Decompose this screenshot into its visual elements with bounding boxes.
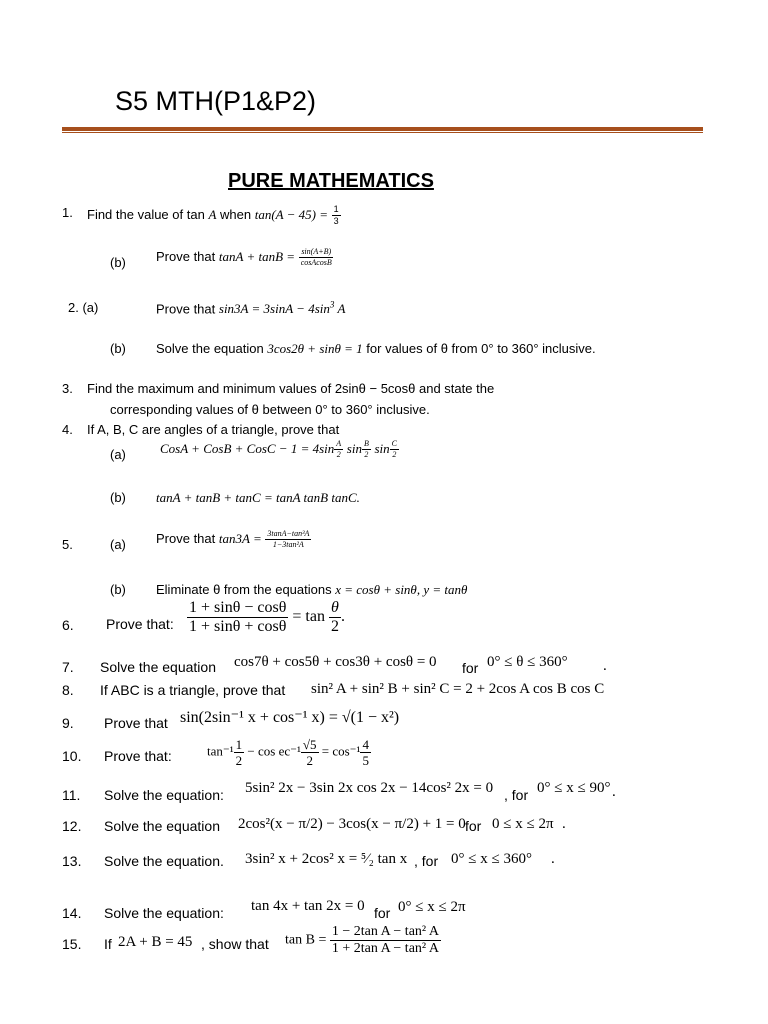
q12-expr: 2cos²(x − π/2) − 3cos(x − π/2) + 1 = 0 [238, 816, 466, 832]
q4b-label: (b) [110, 490, 126, 505]
q13-expr: 3sin² x + 2cos² x = ⁵⁄₂ tan x [245, 851, 408, 867]
q2a-expr: $\sin 3A = 3\sin A - 4\sin^3$ A [218, 300, 346, 317]
q1b-label: (b) [110, 255, 126, 270]
q3-line2: corresponding values of θ between 0° to 360° inclusive. [110, 402, 430, 417]
page-title: PURE MATHEMATICS [228, 170, 434, 192]
q5b-expr: x = cosθ + sinθ, y = tanθ [335, 582, 468, 597]
q2b-text [156, 341, 596, 357]
q8-prompt: If ABC is a triangle, prove that [100, 682, 286, 698]
q4-number: 4. [62, 422, 73, 437]
header-rule [62, 127, 703, 131]
q14-number: 14. [62, 905, 82, 921]
q11-for: , for [504, 787, 529, 803]
q7-expr: cos7θ + cos5θ + cos3θ + cosθ = 0 [234, 654, 437, 670]
document-header: S5 MTH(P1&P2) [115, 86, 317, 116]
q8-number: 8. [62, 682, 74, 698]
q1-prompt: Find the value of tan [87, 206, 205, 222]
q12-end: . [562, 816, 566, 832]
q1b-fraction: $\frac{\sin(A+B)}{\text{cosAcosB}}$ [300, 247, 332, 267]
q10-number: 10. [62, 748, 82, 764]
q9-prompt: Prove that [104, 715, 168, 731]
q2a-number: 2. (a) [68, 300, 99, 315]
q12-range: 0 ≤ x ≤ 2π [492, 816, 554, 832]
q2b-expr: 3cos2θ + sinθ = 1 [267, 341, 363, 356]
q9-expr: sin(2sin⁻¹ x + cos⁻¹ x) = √(1 − x²) [180, 709, 400, 726]
q5b-label: (b) [110, 582, 126, 597]
q4a-expr: CosA + CosB + CosC − 1 = 4sin $\frac{A}{2}$ sin $\frac{B}{2}$ sin $\frac{C}{2}$ [160, 439, 397, 459]
q2b-label: (b) [110, 341, 126, 356]
q5a-prompt: Prove that [156, 530, 216, 546]
q15-number: 15. [62, 936, 82, 952]
q5a-fraction: $\frac{\text{3tanA−tan³A}}{\text{1−3tan²A}}$ [267, 529, 310, 549]
q13-for: , for [414, 853, 439, 869]
header-rule-thin [62, 132, 703, 133]
q13-range: 0° ≤ x ≤ 360° [451, 851, 532, 867]
q3-line1: Find the maximum and minimum values of 2sinθ − 5cosθ and state the [87, 381, 495, 396]
q2a-prompt: Prove that [156, 301, 216, 317]
q1-fraction: $\frac{1}{3}$ [333, 204, 339, 226]
q11-number: 11. [62, 787, 81, 803]
q10-expr: tan⁻¹ $\frac{1}{2}$ − cos ec⁻¹ $\frac{√5}{2}$ = cos⁻¹ $\frac{4}{5}$ [207, 737, 369, 768]
q5b-prompt: Eliminate θ from the equations [156, 582, 332, 597]
q12-prompt: Solve the equation [104, 818, 220, 834]
q5a-text [156, 530, 311, 549]
q10-prompt: Prove that: [104, 748, 172, 764]
q8-expr: sin² A + sin² B + sin² C = 2 + 2cos A cos B cos C [311, 681, 605, 697]
q15-prompt: If [104, 936, 112, 952]
q11-expr: 5sin² 2x − 3sin 2x cos 2x − 14cos² 2x = 0 [245, 780, 494, 796]
q7-for: for [462, 660, 479, 676]
q2b-post: for values of θ from 0° to 360° inclusive. [366, 341, 596, 356]
q7-number: 7. [62, 659, 74, 675]
q1-when: when [220, 206, 252, 222]
q1-var: A [208, 206, 217, 222]
q3-number: 3. [62, 381, 73, 396]
q7-prompt: Solve the equation [100, 659, 216, 675]
q13-number: 13. [62, 853, 82, 869]
q14-range: 0° ≤ x ≤ 2π [398, 899, 466, 915]
q7-range: 0° ≤ θ ≤ 360° [487, 654, 568, 670]
q11-prompt: Solve the equation: [104, 787, 224, 803]
q15-expr: tan B = $\frac{\text{1 − 2tan A − tan² A}}{\text{1 + 2tan A − tan² A}}$ [285, 924, 439, 956]
q5b-text [156, 582, 467, 598]
q4-text: If A, B, C are angles of a triangle, prove that [87, 422, 340, 437]
q5a-expr: tan3A = [218, 530, 262, 546]
q1b-text [156, 248, 334, 267]
q6-expr: $\frac{1 + \sin\theta - \cos\theta}{1 + \sin\theta + \cos\theta}$ = tan $\frac{\theta}{2}$ . [189, 599, 345, 635]
q12-for: for [465, 818, 482, 834]
q5a-label: (a) [110, 537, 126, 552]
q14-for: for [374, 905, 391, 921]
q13-end: . [551, 851, 555, 867]
q1-number: 1. [62, 205, 73, 220]
q7-end: . [603, 658, 607, 674]
q13-prompt: Solve the equation. [104, 853, 224, 869]
q14-expr: tan 4x + tan 2x = 0 [251, 898, 365, 914]
q1-expr: tan(A − 45) = [254, 206, 328, 222]
q15-post: , show that [201, 936, 269, 952]
q1-text [87, 205, 341, 226]
q9-number: 9. [62, 715, 74, 731]
q6-number: 6. [62, 617, 74, 633]
q4a-label: (a) [110, 447, 126, 462]
q14-prompt: Solve the equation: [104, 905, 224, 921]
q12-number: 12. [62, 818, 82, 834]
q1b-expr: tanA + tanB = [218, 248, 296, 264]
q4b-expr: tanA + tanB + tanC = tanA tanB tanC. [156, 490, 360, 505]
q15-condition: 2A + B = 45 [118, 934, 193, 950]
q11-end: . [612, 784, 616, 800]
q2b-prompt: Solve the equation [156, 341, 264, 356]
q5-number: 5. [62, 537, 73, 552]
q2a-text [156, 300, 345, 317]
q1b-prompt: Prove that [156, 248, 216, 264]
q6-prompt: Prove that: [106, 616, 174, 632]
q11-range: 0° ≤ x ≤ 90° [537, 780, 611, 796]
